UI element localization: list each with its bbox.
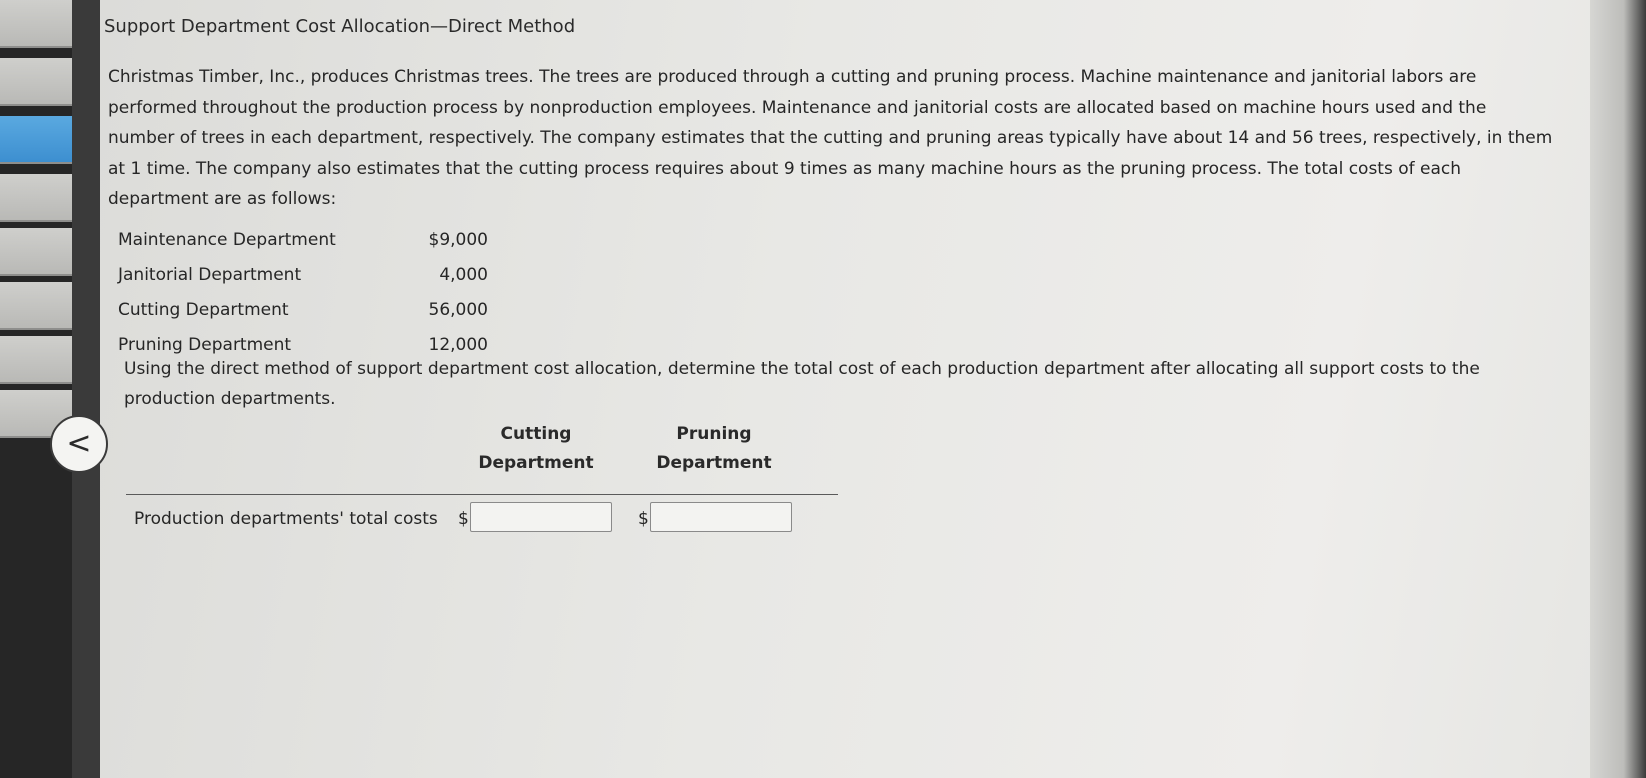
- department-cost: $9,000: [428, 229, 488, 250]
- department-name: Maintenance Department: [118, 229, 336, 250]
- chevron-left-icon: <: [66, 426, 92, 461]
- column-header-line: Cutting: [500, 424, 572, 444]
- department-name: Janitorial Department: [118, 264, 302, 285]
- sidebar-tab[interactable]: [0, 0, 72, 48]
- instruction-text: Using the direct method of support department cost allocation, determine the total cost of each production department after allocating all support costs to the production departments.: [124, 359, 1480, 409]
- column-header-line: Department: [478, 453, 594, 473]
- left-sidebar: [0, 0, 100, 778]
- header-divider: [126, 494, 838, 495]
- sidebar-divider: [72, 0, 100, 778]
- column-header-line: Department: [656, 453, 772, 473]
- column-header-pruning: [634, 420, 794, 478]
- department-name: Pruning Department: [118, 334, 292, 355]
- sidebar-tab[interactable]: [0, 336, 72, 384]
- cutting-total-cost-input[interactable]: [470, 502, 612, 532]
- sidebar-tab[interactable]: [0, 174, 72, 222]
- row-label: Production departments' total costs: [134, 509, 438, 529]
- department-cost: 56,000: [428, 299, 488, 320]
- cost-row: [118, 292, 488, 327]
- cost-row: [118, 257, 488, 292]
- department-cost: 12,000: [428, 334, 488, 355]
- currency-symbol: $: [638, 509, 649, 529]
- right-edge: [1590, 0, 1646, 778]
- pruning-total-cost-input[interactable]: [650, 502, 792, 532]
- currency-symbol: $: [458, 509, 469, 529]
- department-costs-table: [118, 222, 488, 362]
- page-title: Support Department Cost Allocation—Direct Method: [104, 16, 576, 37]
- column-header-line: Pruning: [676, 424, 752, 444]
- sidebar-tab[interactable]: [0, 282, 72, 330]
- answer-table: [126, 420, 838, 530]
- sidebar-tab[interactable]: [0, 58, 72, 106]
- sidebar-tab[interactable]: [0, 228, 72, 276]
- cost-row: [118, 222, 488, 257]
- department-cost: 4,000: [439, 264, 488, 285]
- problem-description: Christmas Timber, Inc., produces Christmas trees. The trees are produced through a cutting and pruning process. Machine maintenance and janitorial labors are performed throughout the production process by nonproduction employees. Maintenance and janitorial costs are allocated based on machine hours used and the number of trees in each department, respectively. The company estimates that the cutting and pruning areas typically have about 14 and 56 trees, respectively, in them at 1 time. The company also estimates that the cutting process requires about 9 times as many machine hours as the pruning process. The total costs of each department are as follows:: [108, 67, 1553, 209]
- sidebar-tab-active[interactable]: [0, 116, 72, 164]
- column-header-cutting: [456, 420, 616, 478]
- back-button[interactable]: [50, 415, 108, 473]
- department-name: Cutting Department: [118, 299, 289, 320]
